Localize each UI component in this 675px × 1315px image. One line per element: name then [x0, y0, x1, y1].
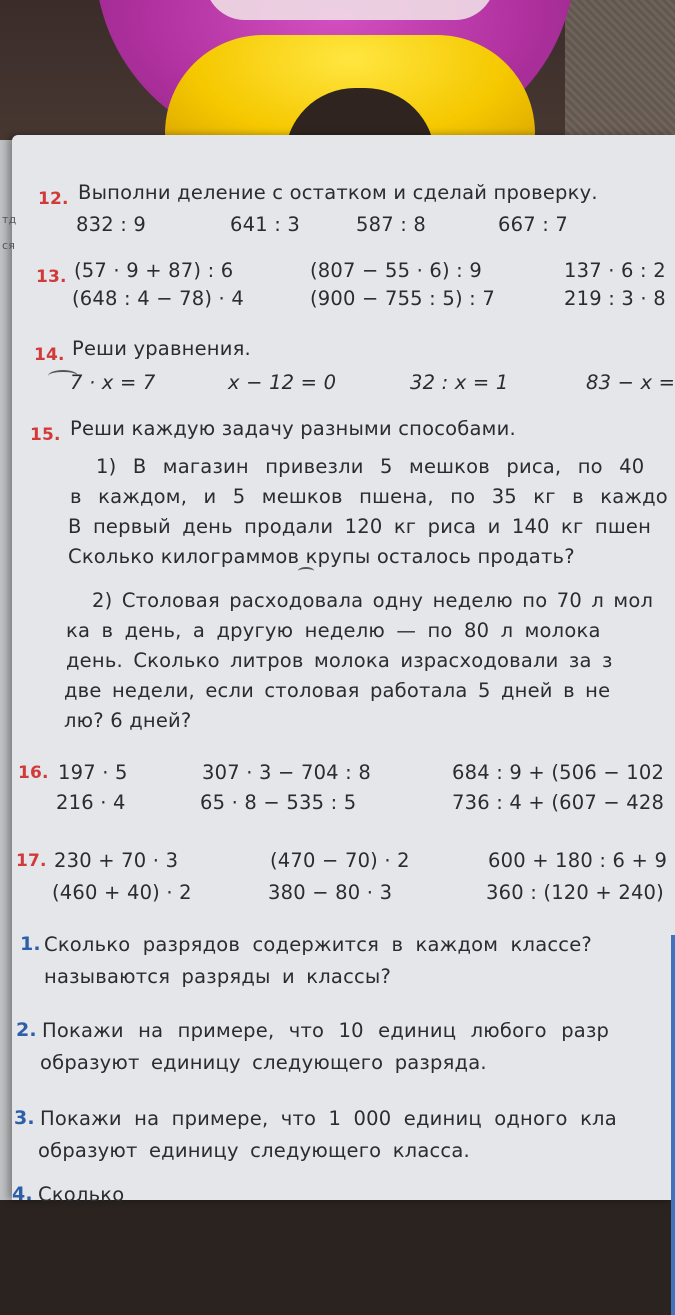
exercise-number: 14.	[34, 345, 65, 365]
task-2-line: две недели, если столовая работала 5 дней в не	[64, 679, 611, 702]
expression: (807 − 55 · 6) : 9	[310, 259, 482, 282]
book-spine	[0, 140, 12, 1200]
task-1-line: В первый день продали 120 кг риса и 140 кг пшен	[68, 515, 652, 538]
expression: (460 + 40) · 2	[52, 881, 192, 904]
expression: 307 · 3 − 704 : 8	[202, 761, 371, 784]
expression: 360 : (120 + 240)	[486, 881, 664, 904]
margin-strip	[671, 935, 675, 1315]
question-line: Покажи на примере, что 10 единиц любого разр	[42, 1019, 610, 1042]
exercise-number: 13.	[36, 267, 67, 287]
equation: 83 − x =	[586, 371, 675, 394]
question-line: Покажи на примере, что 1 000 единиц одного кла	[40, 1107, 617, 1130]
expression: 600 + 180 : 6 + 9	[488, 849, 668, 872]
question-number: 4.	[12, 1183, 33, 1205]
expression: 587 : 8	[356, 213, 426, 236]
carpet-texture	[565, 0, 675, 150]
expression: (57 · 9 + 87) : 6	[74, 259, 234, 282]
expression: (900 − 755 : 5) : 7	[310, 287, 495, 310]
margin-hint-1: тд	[2, 213, 17, 226]
equation: x − 12 = 0	[228, 371, 337, 394]
task-2-line: 2) Столовая расходовала одну неделю по 70 л мол	[92, 589, 654, 612]
question-number: 3.	[14, 1107, 35, 1129]
exercise-title: Реши уравнения.	[72, 337, 251, 360]
equation: 32 : x = 1	[410, 371, 509, 394]
equation: 7 · x = 7	[70, 371, 156, 394]
question-number: 2.	[16, 1019, 37, 1041]
exercise-title: Выполни деление с остатком и сделай проверку.	[78, 181, 598, 204]
expression: 380 − 80 · 3	[268, 881, 393, 904]
exercise-number: 17.	[16, 851, 47, 871]
exercise-number: 16.	[18, 763, 49, 783]
expression: 216 · 4	[56, 791, 126, 814]
task-2-line: день. Сколько литров молока израсходовали за з	[66, 649, 613, 672]
question-number: 1.	[20, 933, 41, 955]
expression: 684 : 9 + (506 − 102	[452, 761, 665, 784]
expression: (648 : 4 − 78) · 4	[72, 287, 244, 310]
expression: (470 − 70) · 2	[270, 849, 410, 872]
question-line: называются разряды и классы?	[44, 965, 392, 988]
expression: 736 : 4 + (607 − 428	[452, 791, 665, 814]
expression: 197 · 5	[58, 761, 128, 784]
exercise-title: Реши каждую задачу разными способами.	[70, 417, 516, 440]
textbook-page	[2, 135, 675, 1206]
task-1-line: 1) В магазин привезли 5 мешков риса, по 40	[96, 455, 645, 478]
question-line: образуют единицу следующего класса.	[38, 1139, 470, 1162]
task-2-line: лю? 6 дней?	[64, 709, 192, 732]
expression: 641 : 3	[230, 213, 300, 236]
question-line: Сколько	[38, 1183, 125, 1206]
exercise-number: 12.	[38, 189, 69, 209]
expression: 137 · 6 : 2	[564, 259, 666, 282]
task-2-line: ка в день, а другую неделю — по 80 л молока	[66, 619, 601, 642]
pencil-mark	[298, 567, 314, 575]
exercise-number: 15.	[30, 425, 61, 445]
expression: 667 : 7	[498, 213, 568, 236]
margin-hint-2: ся	[2, 239, 16, 252]
question-line: образуют единицу следующего разряда.	[40, 1051, 487, 1074]
expression: 219 : 3 · 8	[564, 287, 666, 310]
toy-eye	[205, 0, 495, 20]
task-1-line: в каждом, и 5 мешков пшена, по 35 кг в каждо	[70, 485, 668, 508]
task-1-line: Сколько килограммов крупы осталось продать?	[68, 545, 575, 568]
question-line: Сколько разрядов содержится в каждом классе?	[44, 933, 592, 956]
expression: 832 : 9	[76, 213, 146, 236]
expression: 230 + 70 · 3	[54, 849, 179, 872]
expression: 65 · 8 − 535 : 5	[200, 791, 357, 814]
